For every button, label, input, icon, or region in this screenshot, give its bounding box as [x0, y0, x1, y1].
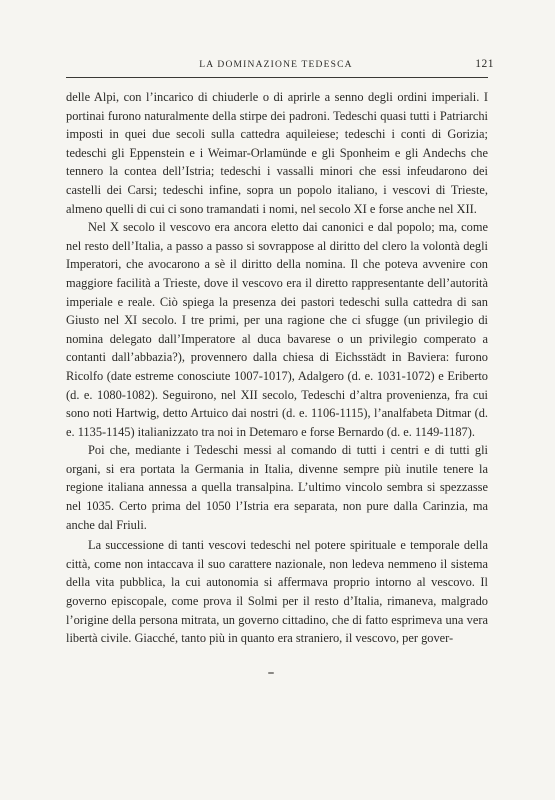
printer-mark	[268, 672, 274, 674]
page-header	[66, 58, 494, 74]
body-text	[66, 88, 488, 648]
header-rule	[66, 77, 488, 78]
paragraph-1: delle Alpi, con l’incarico di chiuderle o di aprirle a senno degli ordini imperiali. I portinai furono naturalmente della stirpe dei padroni. Tedeschi quasi tutti i Patriarchi imposti in quei due secoli sulla cattedra aquileiese; tedeschi i conti di Gorizia; tedeschi gli Eppenstein e i Weimar-Orlamünde e gli Sponheim e gli Andechs che tennero la contea dell’Istria; tedeschi i vassalli minori che essi infeudarono dei castelli dei Carsi; tedeschi infine, sopra un popolo italiano, i vescovi di Trieste, almeno quelli di cui ci sono tramandati i nomi, nel secolo XI e forse anche nel XII.	[66, 90, 488, 216]
paragraph-4: La successione di tanti vescovi tedeschi nel potere spirituale e temporale della città, come non intaccava il suo carattere nazionale, non ledeva nemmeno il sistema della vita pubblica, la cui autonomia si affermava proprio intorno al vescovo. Il governo episcopale, come prova il Solmi per il resto d’Italia, rimaneva, malgrado l’origine della persona mitrata, un governo cittadino, che di fatto esprimeva una vera libertà civile. Giacché, tanto più in quanto era straniero, il vescovo, per gover-	[66, 538, 488, 646]
running-title: LA DOMINAZIONE TEDESCA	[199, 60, 353, 70]
paragraph-3: Poi che, mediante i Tedeschi messi al comando di tutti i centri e di tutti gli organi, si era portata la Germania in Italia, divenne sempre più inutile tenere la regione italiana annessa a quella transalpina. L’ultimo vincolo sembra si spezzasse nel 1035. Certo prima del 1050 l’Istria era separata, non pure dalla Carinzia, ma anche dal Friuli.	[66, 443, 488, 532]
paragraph-2: Nel X secolo il vescovo era ancora eletto dai canonici e dal popolo; ma, come nel resto dell’Italia, a passo a passo si sovrappose al diritto del clero la volontà degli Imperatori, che avocarono a sè il diritto della nomina. Il che poteva avvenire con maggiore facilità a Trieste, dove il vescovo era il diretto rappresentante dell’autorità imperiale e reale. Ciò spiega la presenza dei pastori tedeschi sulla cattedra di san Giusto nel XI secolo. I tre primi, per una ragione che ci sfugge (un privilegio di nomina delegato dall’Imperatore al duca bavarese o un privilegio comperato a contanti dall’abbazia?), provennero dalla chiesa di Eichsstädt in Baviera: furono Ricolfo (date estreme conosciute 1007-1017), Adalgero (d. e. 1031-1072) e Eriberto (d. e. 1080-1082). Seguirono, nel XII secolo, Tedeschi d’altra provenienza, fra cui sono noti Hartwig, detto Artuico dai nostri (d. e. 1106-1115), l’analfabeta Ditmar (d. e. 1135-1145) italianizzato tra noi in Detemaro e forse Bernardo (d. e. 1149-1187).	[66, 220, 488, 439]
page-number: 121	[475, 58, 494, 70]
